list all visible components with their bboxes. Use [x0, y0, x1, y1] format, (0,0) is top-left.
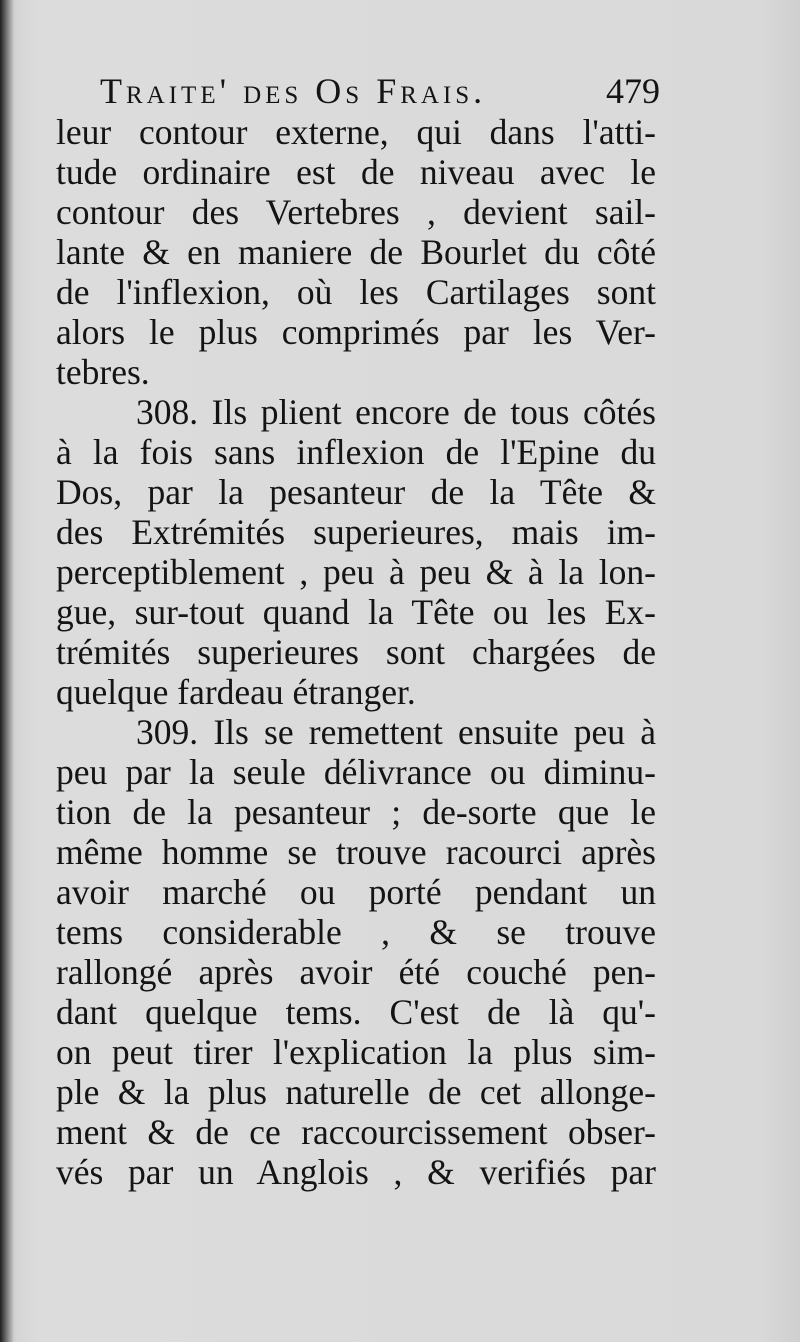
text-line: ple & la plus naturelle de cet allonge-: [56, 1072, 656, 1112]
text-line: dant quelque tems. C'est de là qu'-: [56, 992, 656, 1032]
text-line: Dos, par la pesanteur de la Tête &: [56, 472, 656, 512]
page-number: 479: [606, 71, 660, 111]
text-line: on peut tirer l'explication la plus sim-: [56, 1032, 656, 1072]
text-line: vés par un Anglois , & verifiés par: [56, 1152, 656, 1192]
text-line: tems considerable , & se trouve: [56, 912, 656, 952]
text-line: avoir marché ou porté pendant un: [56, 872, 656, 912]
running-title: Traite' des Os Frais.: [100, 71, 487, 111]
text-line: rallongé après avoir été couché pen-: [56, 952, 656, 992]
text-line: des Extrémités superieures, mais im-: [56, 512, 656, 552]
text-line: tion de la pesanteur ; de-sorte que le: [56, 792, 656, 832]
text-line: même homme se trouve racourci après: [56, 832, 656, 872]
body-text: [56, 112, 656, 1192]
text-line: ment & de ce raccourcissement obser-: [56, 1112, 656, 1152]
text-line: gue, sur-tout quand la Tête ou les Ex-: [56, 592, 656, 632]
text-line: contour des Vertebres , devient sail-: [56, 192, 656, 232]
text-line: tebres.: [56, 352, 150, 392]
text-line: perceptiblement , peu à peu & à la lon-: [56, 552, 656, 592]
text-line: peu par la seule délivrance ou diminu-: [56, 752, 656, 792]
text-line: trémités superieures sont chargées de: [56, 632, 656, 672]
text-line: leur contour externe, qui dans l'atti-: [56, 112, 656, 152]
text-line: alors le plus comprimés par les Ver-: [56, 312, 656, 352]
text-line: quelque fardeau étranger.: [56, 672, 416, 712]
text-line: de l'inflexion, où les Cartilages sont: [56, 272, 656, 312]
page-header: [100, 70, 660, 118]
paragraph-308-start: 308. Ils plient encore de tous côtés: [136, 392, 656, 432]
text-line: à la fois sans inflexion de l'Epine du: [56, 432, 656, 472]
text-line: tude ordinaire est de niveau avec le: [56, 152, 656, 192]
paragraph-309-start: 309. Ils se remettent ensuite peu à: [136, 712, 656, 752]
text-line: lante & en maniere de Bourlet du côté: [56, 232, 656, 272]
